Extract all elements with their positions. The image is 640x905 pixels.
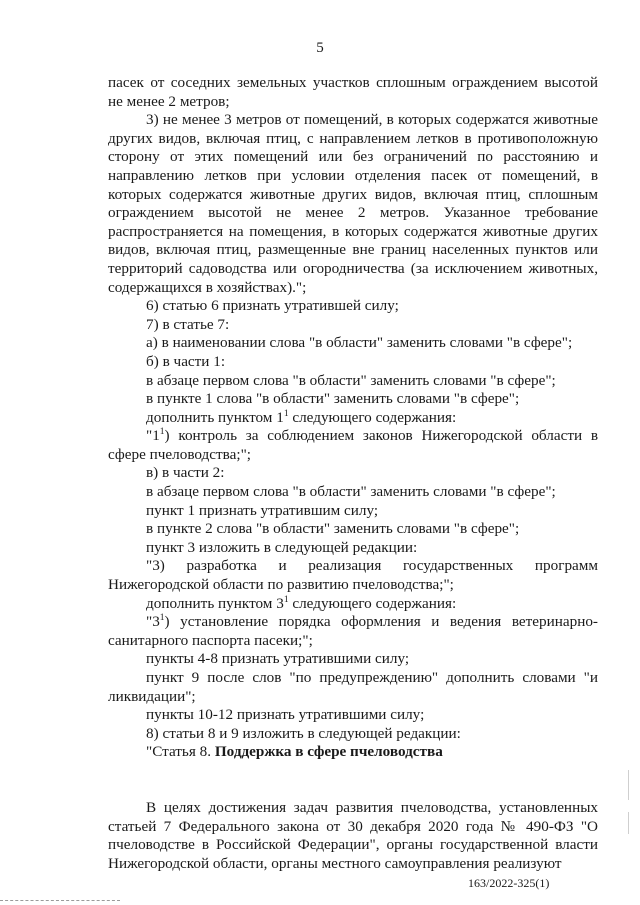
paragraph-continuation: пасек от соседних земельных участков сплошным ограждением высотой не менее 2 метров; [108, 74, 598, 110]
paragraph-amendment: в абзаце первом слова "в области" заменить словами "в сфере"; [146, 483, 556, 501]
paragraph-item-8: 8) статьи 8 и 9 изложить в следующей редакции: [146, 724, 461, 742]
document-id: 163/2022-325(1) [468, 876, 550, 890]
text-run: ) контроль за соблюдением законов Нижегородской области в сфере пчеловодства;"; [108, 427, 598, 463]
text-run: дополнить пунктом 3 [146, 594, 284, 612]
paragraph-amendment: в пункте 2 слова "в области" заменить словами "в сфере"; [146, 520, 520, 538]
document-body [108, 74, 598, 873]
paragraph-item-3: 3) не менее 3 метров от помещений, в которых содержатся животные других видов, включая птиц, с направлением летков в противоположную сторону от этих помещений или без ограничений по расстоянию и направлению летков при условии отделения пасек от помещений, в которых содержатся животные других видов, включая птиц, сплошным ограждением высотой не менее 2 метров. Указанное требование распространяется на помещения, в которых содержатся животные других видов, включая птиц, размещенные вне границ населенных пунктов или территорий садоводства или огородничества (за исключением животных, содержащихся в хозяйствах)."; [108, 111, 598, 296]
paragraph-amendment: пункты 10-12 признать утратившими силу; [146, 706, 425, 724]
blank-line [108, 762, 598, 799]
paragraph-amendment [108, 409, 598, 428]
text-run: дополнить пунктом 1 [146, 408, 284, 426]
paragraph-item-7: 7) в статье 7: [146, 315, 230, 333]
paragraph-item-6: 6) статью 6 признать утратившей силу; [146, 297, 399, 315]
margin-scan-mark [628, 770, 629, 800]
paragraph-quoted-item [108, 427, 598, 464]
paragraph-subitem-b: б) в части 1: [146, 352, 226, 370]
margin-scan-mark [628, 812, 629, 834]
page-number: 5 [316, 40, 324, 56]
text-run: ) установление порядка оформления и ведения ветеринарно-санитарного паспорта пасеки;"; [108, 613, 598, 649]
article-label: "Статья 8. [146, 743, 215, 761]
paragraph-amendment: в абзаце первом слова "в области" заменить словами "в сфере"; [146, 371, 556, 389]
paragraph-quoted-item: "3) разработка и реализация государственных программ Нижегородской области по развитию пчеловодства;"; [108, 557, 598, 594]
paragraph-amendment: пункт 9 после слов "по предупреждению" дополнить словами "и ликвидации"; [108, 669, 598, 705]
article-heading [108, 743, 598, 762]
superscript: 1 [159, 427, 165, 438]
superscript: 1 [283, 594, 289, 605]
text-run: "3 [146, 613, 160, 631]
text-run: следующего содержания: [288, 408, 457, 426]
paragraph-amendment: в пункте 1 слова "в области" заменить словами "в сфере"; [146, 390, 520, 408]
article-paragraph: В целях достижения задач развития пчеловодства, установленных статьей 7 Федерального закона от 30 декабря 2020 года № 490-ФЗ "О пчеловодстве в Российской Федерации", органы государственной власти Нижегородской области, органы местного самоуправления реализуют [108, 798, 598, 872]
paragraph-amendment [108, 595, 598, 614]
paragraph-amendment: пункты 4-8 признать утратившими силу; [146, 650, 410, 668]
paragraph-subitem-a: а) в наименовании слова "в области" заменить словами "в сфере"; [146, 334, 573, 352]
superscript: 1 [159, 613, 165, 624]
bottom-scan-rule [0, 900, 120, 901]
paragraph-subitem-v: в) в части 2: [146, 464, 225, 482]
paragraph-amendment: пункт 1 признать утратившим силу; [146, 501, 379, 519]
paragraph-quoted-item [108, 613, 598, 650]
text-run: следующего содержания: [288, 594, 457, 612]
superscript: 1 [283, 408, 289, 419]
text-run: "1 [146, 427, 160, 445]
article-title: Поддержка в сфере пчеловодства [214, 743, 443, 761]
paragraph-amendment: пункт 3 изложить в следующей редакции: [146, 538, 418, 556]
